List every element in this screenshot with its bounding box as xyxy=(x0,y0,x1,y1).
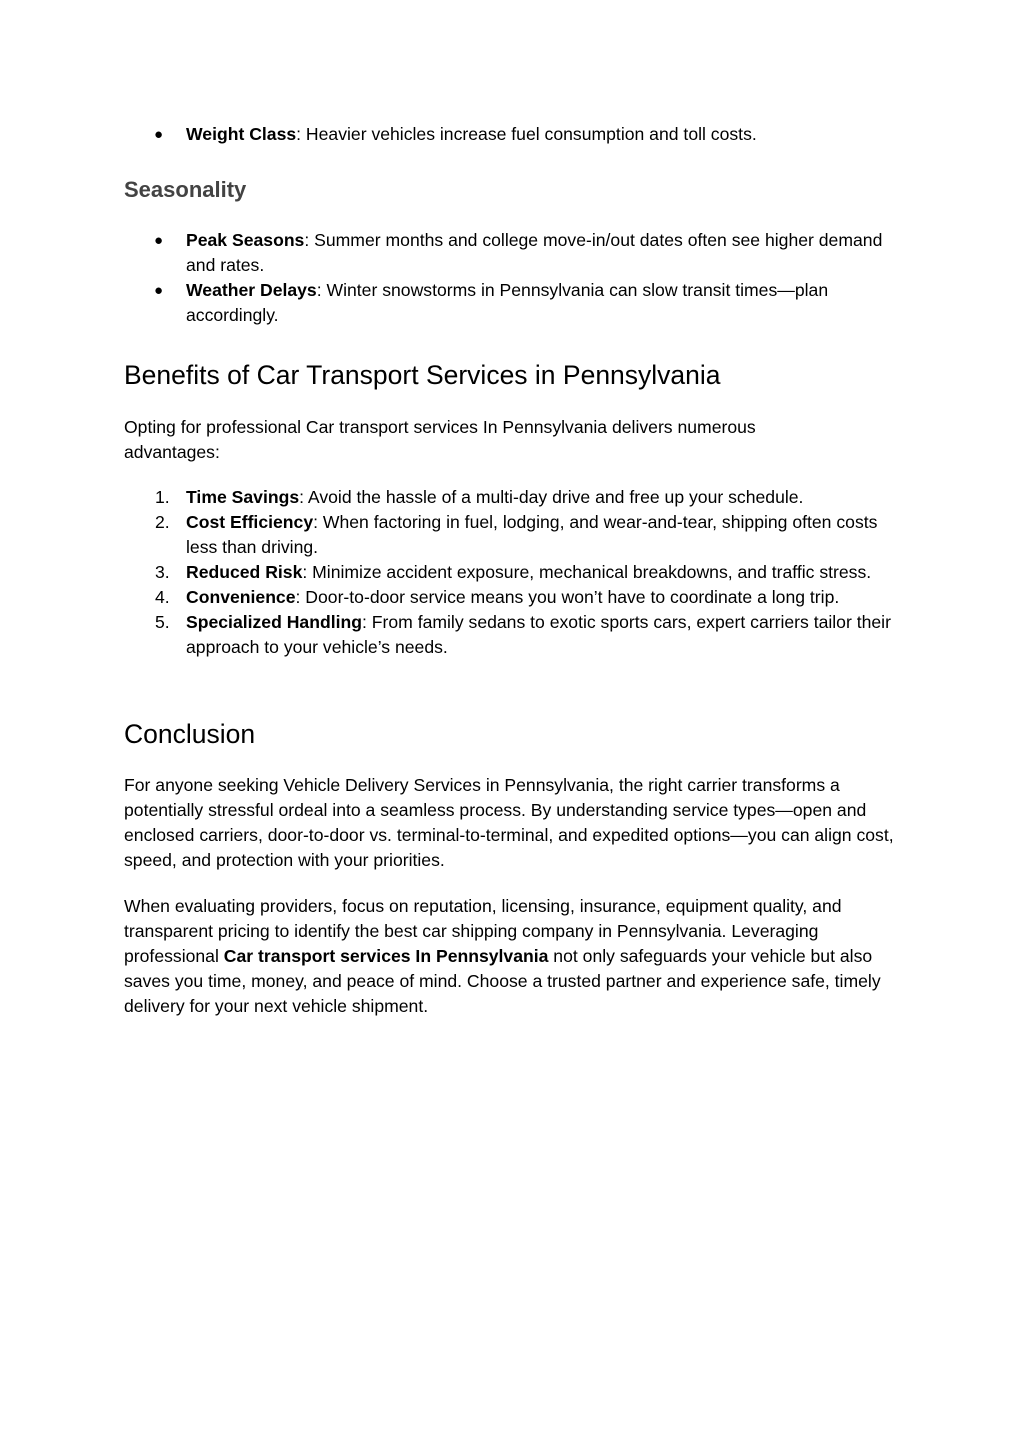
list-item xyxy=(124,122,904,147)
list-item-term: Convenience xyxy=(186,587,296,607)
list-number: 3. xyxy=(155,562,170,582)
conclusion-paragraph-1: For anyone seeking Vehicle Delivery Services in Pennsylvania, the right carrier transforms a potentially stressful ordeal into a seamless process. By understanding service types—open and enclosed carriers, door‑to‑door vs. terminal‑to‑terminal, and expedited options—you can align cost, speed, and protection with your priorities. xyxy=(124,775,894,870)
conclusion-paragraph-2 xyxy=(124,894,904,1019)
seasonality-heading: Seasonality xyxy=(124,177,247,202)
weight-list xyxy=(124,122,904,147)
list-item-term: Weather Delays xyxy=(186,280,317,300)
benefits-list xyxy=(124,485,904,660)
keyword-bold: Car transport services In Pennsylvania xyxy=(223,946,549,966)
bullet-icon: ● xyxy=(154,282,164,299)
list-item-text: : Winter snowstorms in Pennsylvania can slow transit times—plan accordingly. xyxy=(186,280,829,325)
paragraph-text: When evaluating providers, focus on reputation, licensing, insurance, equipment quality, and transparent pricing to identify the best car shipping company in Pennsylvania. Leveraging professional xyxy=(124,896,842,966)
list-item xyxy=(124,228,904,278)
list-item xyxy=(124,485,904,510)
bullet-icon: ● xyxy=(154,126,164,143)
list-number: 2. xyxy=(155,512,170,532)
list-number: 1. xyxy=(155,487,170,507)
list-item xyxy=(124,585,904,610)
list-item xyxy=(124,560,904,585)
list-item xyxy=(124,278,904,328)
list-item-text: : Minimize accident exposure, mechanical breakdowns, and traffic stress. xyxy=(302,562,872,582)
seasonality-list xyxy=(124,228,904,328)
list-item-term: Reduced Risk xyxy=(186,562,303,582)
list-item-text: : Avoid the hassle of a multi‑day drive and free up your schedule. xyxy=(299,487,804,507)
list-item xyxy=(124,610,904,660)
bullet-icon: ● xyxy=(154,232,164,249)
conclusion-heading: Conclusion xyxy=(124,719,256,749)
list-item-term: Cost Efficiency xyxy=(186,512,314,532)
list-item-text: : Summer months and college move‑in/out dates often see higher demand and rates. xyxy=(186,230,883,275)
list-item-text: : From family sedans to exotic sports cars, expert carriers tailor their approach to your vehicle’s needs. xyxy=(186,612,891,657)
list-item-term: Weight Class xyxy=(186,124,297,144)
benefits-intro: Opting for professional Car transport services In Pennsylvania delivers numerous advantages: xyxy=(124,417,756,462)
list-item-text: : When factoring in fuel, lodging, and wear‑and‑tear, shipping often costs less than driving. xyxy=(186,512,878,557)
list-number: 5. xyxy=(155,612,170,632)
list-number: 4. xyxy=(155,587,170,607)
list-item-term: Specialized Handling xyxy=(186,612,362,632)
list-item-text: : Door‑to‑door service means you won’t have to coordinate a long trip. xyxy=(295,587,840,607)
benefits-heading: Benefits of Car Transport Services in Pennsylvania xyxy=(124,360,721,390)
list-item xyxy=(124,510,904,560)
list-item-term: Peak Seasons xyxy=(186,230,305,250)
list-item-term: Time Savings xyxy=(186,487,300,507)
paragraph-text: not only safeguards your vehicle but also saves you time, money, and peace of mind. Choose a trusted partner and experience safe, timely delivery for your next vehicle shipment. xyxy=(124,946,881,1016)
list-item-text: : Heavier vehicles increase fuel consumption and toll costs. xyxy=(296,124,757,144)
